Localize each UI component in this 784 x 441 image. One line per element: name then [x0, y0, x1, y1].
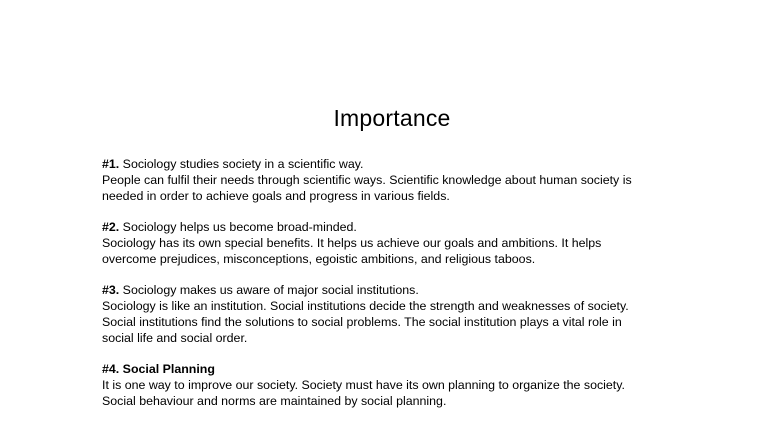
section-heading: [102, 362, 702, 378]
section-heading-text: Sociology studies society in a scientific way.: [119, 157, 364, 171]
section-line: Social institutions find the solutions to social problems. The social institution plays a vital role in: [102, 314, 622, 329]
section-heading-text: Sociology makes us aware of major social institutions.: [119, 283, 419, 298]
document-body: [102, 157, 702, 426]
section-heading: [102, 283, 702, 299]
section-line: needed in order to achieve goals and progress in various fields.: [102, 188, 450, 203]
section-line: social life and social order.: [102, 330, 248, 345]
section-line: overcome prejudices, misconceptions, egoistic ambitions, and religious taboos.: [102, 251, 536, 266]
section-line: Social behaviour and norms are maintained by social planning.: [102, 393, 447, 408]
section-number: #2.: [102, 220, 120, 235]
section-line: Sociology has its own special benefits. It helps us achieve our goals and ambitions. It helps: [102, 235, 602, 250]
section-line: People can fulfil their needs through scientific ways. Scientific knowledge about human society is: [102, 172, 632, 187]
section-heading: [102, 220, 702, 236]
section-heading: [102, 157, 702, 173]
section-3: [102, 283, 702, 346]
section-heading-text: Sociology helps us become broad-minded.: [119, 220, 357, 235]
page-title: Importance: [333, 105, 451, 131]
section-line: Sociology is like an institution. Social institutions decide the strength and weaknesses of society.: [102, 299, 629, 314]
section-number: #4.: [102, 362, 120, 377]
section-4: [102, 362, 702, 409]
section-2: [102, 220, 702, 267]
section-number: #3.: [102, 283, 120, 298]
section-1: [102, 157, 702, 204]
section-heading-text: Social Planning: [119, 362, 215, 377]
section-line: It is one way to improve our society. Society must have its own planning to organize the society.: [102, 378, 625, 393]
section-number: #1.: [102, 157, 120, 171]
